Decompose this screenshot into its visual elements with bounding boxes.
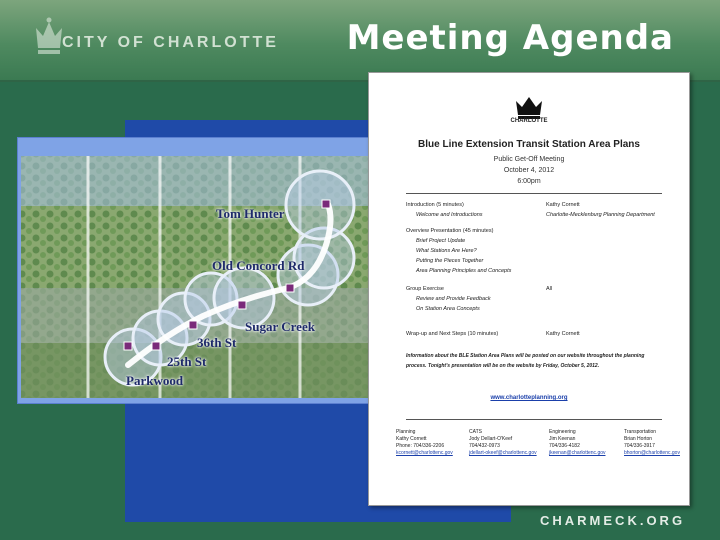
contact-phone: Phone: 704/336-2206 (396, 443, 445, 449)
station-label-25th-st: 25th St (167, 354, 207, 369)
agenda-item-presenter: Kathy Cornett (546, 331, 580, 337)
meeting-name: Public Get-Off Meeting (493, 156, 565, 163)
contact-email[interactable]: kcornett@charlottenc.gov (396, 450, 453, 456)
contact-dept: Transportation (624, 429, 657, 435)
information-note: Information about the BLE Station Area Plans will be posted on our website throughout the planning process. Tonight's presentation will be on the website by Friday, October 5, 2012. (406, 353, 645, 369)
agenda-subitem: Brief Project Update (416, 238, 466, 244)
station-label-sugar-creek: Sugar Creek (245, 319, 315, 334)
agenda-item-presenter: All (546, 286, 553, 292)
contact-name: Jim Keenan (549, 436, 576, 442)
crown-logo-icon (34, 14, 64, 62)
presenter-department: Charlotte-Mecklenburg Planning Department (546, 212, 655, 218)
contact-email[interactable]: jkeenan@charlottenc.gov (549, 450, 606, 456)
contact-name: Jody Dellart-O'Keef (469, 436, 513, 442)
station-label-old-concord-rd: Old Concord Rd (212, 258, 305, 273)
station-label-parkwood: Parkwood (126, 373, 184, 388)
station-label-tom-hunter: Tom Hunter (216, 206, 285, 221)
contact-cats (469, 429, 539, 457)
contact-dept: CATS (469, 429, 482, 435)
city-logo-text: CITY OF CHARLOTTE (62, 34, 279, 51)
document-divider (406, 419, 662, 420)
agenda-item-heading: Group Exercise (406, 286, 444, 292)
contact-email[interactable]: bhorton@charlottenc.gov (624, 450, 680, 456)
contact-planning (396, 429, 466, 457)
document-title: Blue Line Extension Transit Station Area Plans (418, 139, 640, 150)
agenda-subitem: What Stations Are Here? (416, 248, 477, 254)
agenda-subitem: Review and Provide Feedback (416, 296, 491, 302)
contact-transportation (624, 429, 694, 457)
meeting-time: 6:00pm (517, 178, 541, 185)
station-label-36th-st: 36th St (197, 335, 237, 350)
page-title: Meeting Agenda (346, 18, 674, 58)
document-brand: CHARLOTTE (510, 118, 548, 124)
agenda-item-heading: Overview Presentation (45 minutes) (406, 228, 494, 234)
contact-name: Kathy Cornett (396, 436, 427, 442)
contact-phone: 704/432-0973 (469, 443, 500, 449)
footer-website-text: CHARMECK.ORG (540, 513, 686, 528)
agenda-item-heading: Wrap-up and Next Steps (10 minutes) (406, 331, 499, 337)
agenda-item-heading: Introduction (5 minutes) (406, 202, 464, 208)
contact-name: Brian Horton (624, 436, 653, 442)
agenda-subitem: Welcome and Introductions (416, 212, 483, 218)
contact-phone: 704/336-3917 (624, 443, 655, 449)
agenda-subitem: On Station Area Concepts (416, 306, 480, 312)
contact-email[interactable]: jdellart-okeef@charlottenc.gov (469, 450, 537, 456)
website-link[interactable]: www.charlotteplanning.org (490, 395, 568, 401)
contact-engineering (549, 429, 619, 457)
contact-phone: 704/336-4182 (549, 443, 580, 449)
agenda-subitem: Area Planning Principles and Concepts (416, 268, 512, 274)
meeting-date: October 4, 2012 (503, 167, 555, 174)
contact-dept: Engineering (549, 429, 576, 435)
header-band (0, 0, 720, 82)
document-divider (406, 193, 662, 194)
agenda-document (368, 72, 690, 506)
agenda-subitem: Putting the Pieces Together (416, 258, 484, 264)
agenda-item-presenter: Kathy Cornett (546, 202, 580, 208)
station-map-illustration (17, 137, 406, 404)
contact-dept: Planning (396, 429, 416, 435)
